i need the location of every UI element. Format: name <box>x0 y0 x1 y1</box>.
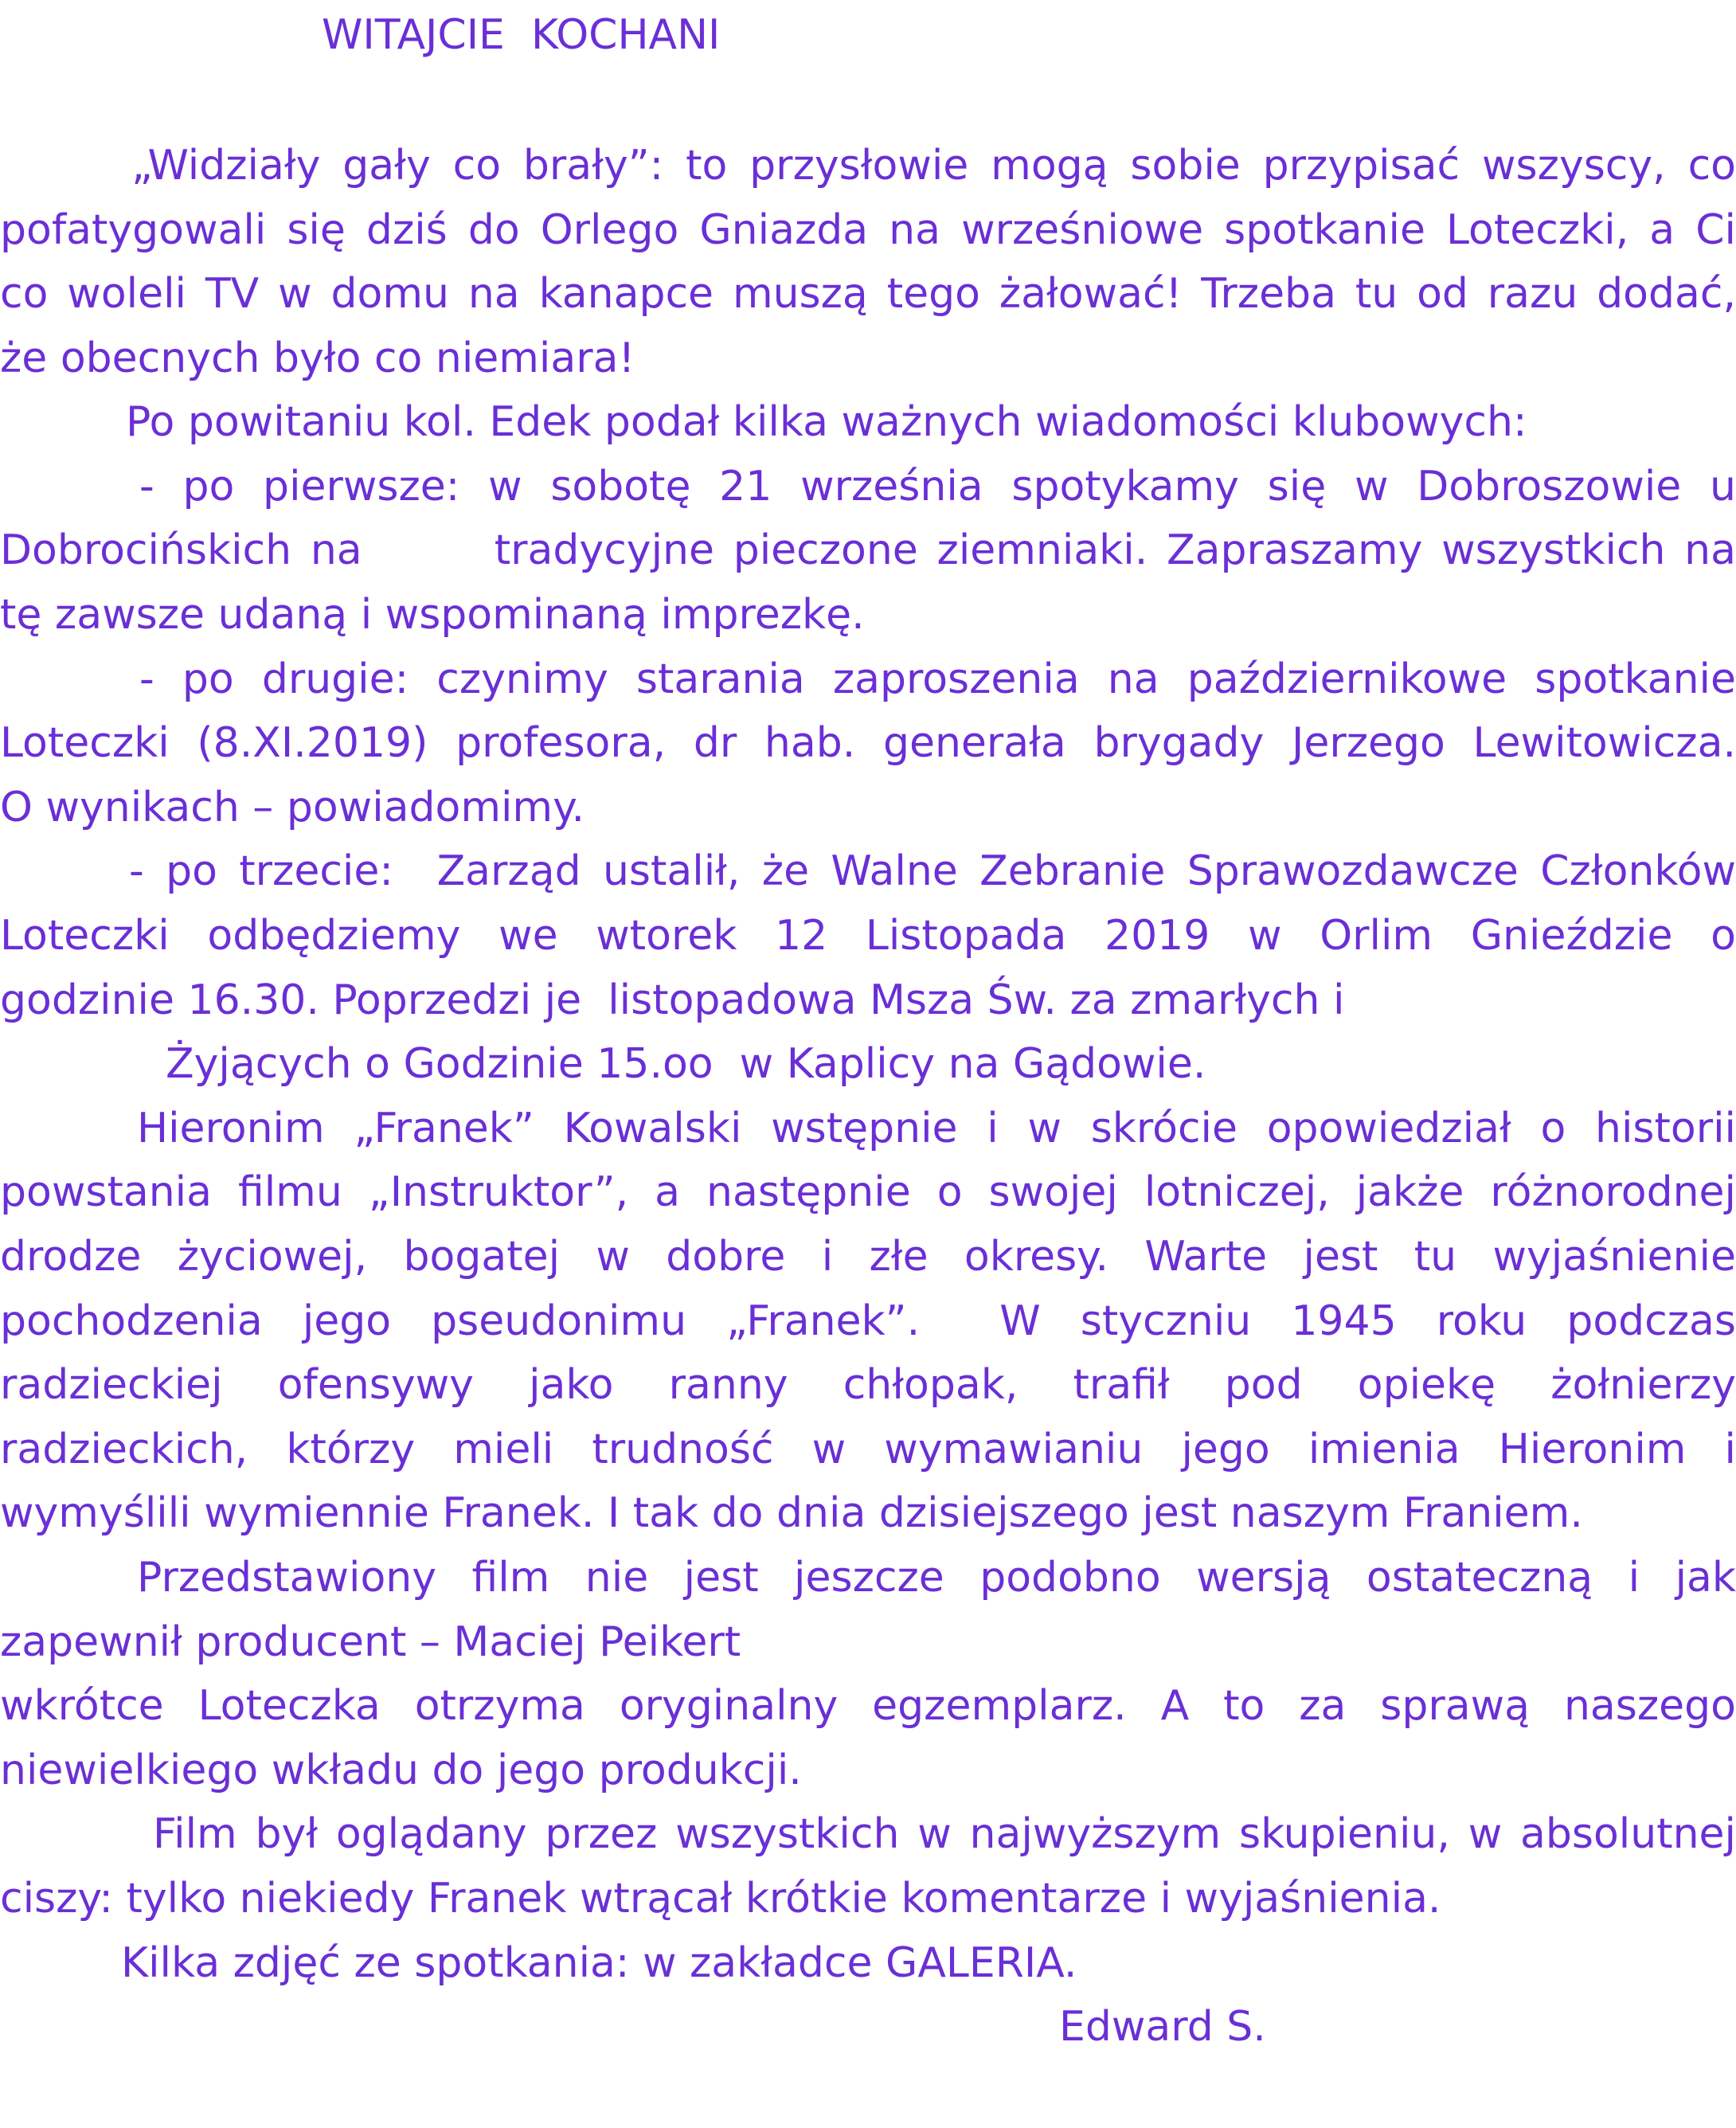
list-item-line: Dobrocińskich na tradycyjne pieczone ziemniaki. Zapraszamy wszystkich na <box>0 526 1736 574</box>
paragraph-line: powstania filmu „Instruktor”, a następnie o swojej lotniczej, jakże różnorodnej <box>0 1168 1736 1216</box>
paragraph-line: pochodzenia jego pseudonimu „Franek”. W styczniu 1945 roku podczas <box>0 1297 1736 1345</box>
paragraph-line: „Widziały gały co brały”: to przysłowie mogą sobie przypisać wszyscy, co <box>131 142 1736 190</box>
paragraph-line: drodze życiowej, bogatej w dobre i złe okresy. Warte jest tu wyjaśnienie <box>0 1233 1736 1281</box>
paragraph-line: Po powitaniu kol. Edek podał kilka ważnych wiadomości klubowych: <box>126 398 1527 446</box>
paragraph-line: Przedstawiony film nie jest jeszcze podobno wersją ostateczną i jak <box>137 1554 1736 1602</box>
list-item-line: - po trzecie: Zarząd ustalił, że Walne Zebranie Sprawozdawcze Członków <box>129 847 1736 895</box>
page-title: WITAJCIE KOCHANI <box>322 11 721 59</box>
paragraph-line: radzieckich, którzy mieli trudność w wymawianiu jego imienia Hieronim i <box>0 1426 1736 1473</box>
paragraph-line: ciszy: tylko niekiedy Franek wtrącał krótkie komentarze i wyjaśnienia. <box>0 1875 1441 1923</box>
paragraph-line: pofatygowali się dziś do Orlego Gniazda na wrześniowe spotkanie Loteczki, a Ci <box>0 206 1736 254</box>
author-signature: Edward S. <box>1059 2003 1266 2051</box>
paragraph-line: radzieckiej ofensywy jako ranny chłopak, trafił pod opiekę żołnierzy <box>0 1361 1736 1409</box>
list-item-line: O wynikach – powiadomimy. <box>0 784 585 831</box>
list-item-line: godzinie 16.30. Poprzedzi je listopadowa Msza Św. za zmarłych i <box>0 976 1345 1024</box>
paragraph-line: Kilka zdjęć ze spotkania: w zakładce GALERIA. <box>121 1939 1077 1987</box>
paragraph-line: wymyślili wymiennie Franek. I tak do dnia dzisiejszego jest naszym Franiem. <box>0 1489 1583 1537</box>
list-item-line: Żyjących o Godzinie 15.oo w Kaplicy na Gądowie. <box>166 1040 1206 1088</box>
paragraph-line: zapewnił producent – Maciej Peikert <box>0 1618 741 1666</box>
list-item-line: tę zawsze udaną i wspominaną imprezkę. <box>0 591 865 639</box>
paragraph-line: co woleli TV w domu na kanapce muszą tego żałować! Trzeba tu od razu dodać, <box>0 270 1736 318</box>
list-item-line: - po pierwsze: w sobotę 21 września spotykamy się w Dobroszowie u <box>139 463 1736 510</box>
paragraph-line: że obecnych było co niemiara! <box>0 334 635 382</box>
paragraph-line: wkrótce Loteczka otrzyma oryginalny egzemplarz. A to za sprawą naszego <box>0 1682 1736 1730</box>
list-item-line: - po drugie: czynimy starania zaproszenia na październikowe spotkanie <box>139 655 1736 703</box>
list-item-line: Loteczki (8.XI.2019) profesora, dr hab. generała brygady Jerzego Lewitowicza. <box>0 719 1736 767</box>
paragraph-line: Hieronim „Franek” Kowalski wstępnie i w skrócie opowiedział o historii <box>137 1105 1736 1152</box>
paragraph-line: niewielkiego wkładu do jego produkcji. <box>0 1747 802 1794</box>
paragraph-line: Film był oglądany przez wszystkich w najwyższym skupieniu, w absolutnej <box>153 1810 1736 1858</box>
list-item-line: Loteczki odbędziemy we wtorek 12 Listopada 2019 w Orlim Gnieździe o <box>0 912 1736 960</box>
